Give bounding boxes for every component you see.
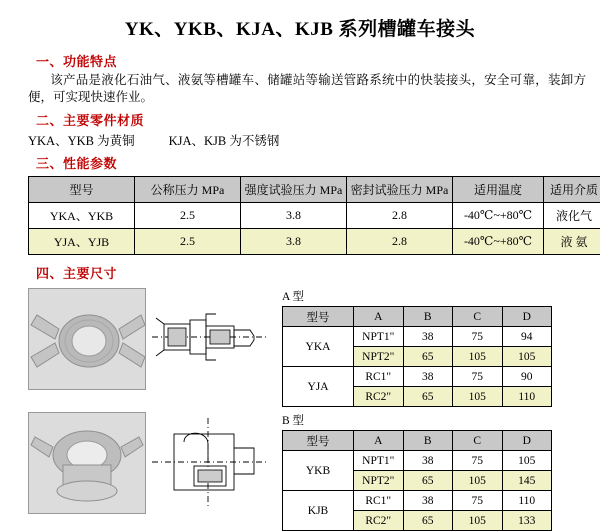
dimension-table-b-label: B 型 <box>282 412 552 428</box>
dimension-row-a <box>14 288 586 407</box>
dimensions-section <box>14 288 586 531</box>
perf-header-strength-pressure: 强度试验压力 MPa <box>241 177 347 203</box>
features-text: 该产品是液化石油气、液氨等槽罐车、储罐站等输送管路系统中的快装接头，安全可靠，装卸方便，可实现快速作业。 <box>28 73 586 104</box>
perf-cell-strength: 3.8 <box>241 203 347 229</box>
dim-b-header-model: 型号 <box>283 431 354 451</box>
section-heading-performance: 三、性能参数 <box>36 153 586 172</box>
dim-b-model-kjb: KJB <box>283 491 354 531</box>
table-row <box>283 491 552 511</box>
dim-a-cell: 75 <box>453 367 503 387</box>
dimension-table-a-label: A 型 <box>282 288 552 304</box>
dim-a-cell: NPT2" <box>354 347 404 367</box>
drawing-a-graphic <box>150 288 268 388</box>
dim-b-header-A: A <box>354 431 404 451</box>
dim-b-cell: 105 <box>453 511 503 531</box>
drawing-b-graphic <box>150 412 268 512</box>
section-heading-features: 一、功能特点 <box>36 51 586 70</box>
dim-b-cell: 75 <box>453 491 503 511</box>
dim-b-cell: 105 <box>453 471 503 491</box>
dim-a-cell: RC2" <box>354 387 404 407</box>
dimension-table-b-wrap <box>282 412 552 531</box>
material-line-b: KJA、KJB 为不锈钢 <box>169 134 280 148</box>
perf-cell-temperature: -40℃~+80℃ <box>453 229 544 255</box>
dim-a-cell: NPT1" <box>354 327 404 347</box>
dim-a-cell: 105 <box>453 347 503 367</box>
table-row <box>283 327 552 347</box>
dim-b-header-D: D <box>502 431 552 451</box>
table-row <box>283 451 552 471</box>
dim-a-header-model: 型号 <box>283 307 354 327</box>
dim-a-cell: 90 <box>502 367 552 387</box>
dim-a-cell: 38 <box>403 327 453 347</box>
page-title: YK、YKB、KJA、KJB 系列槽罐车接头 <box>14 14 586 41</box>
perf-header-seal-pressure: 密封试验压力 MPa <box>347 177 453 203</box>
dim-b-header-C: C <box>453 431 503 451</box>
dim-a-cell: 105 <box>502 347 552 367</box>
perf-header-medium: 适用介质 <box>544 177 600 203</box>
dim-a-model-yka: YKA <box>283 327 354 367</box>
dim-b-cell: 65 <box>403 511 453 531</box>
table-row <box>283 367 552 387</box>
table-row <box>29 203 600 229</box>
photo-a-graphic <box>29 289 145 389</box>
table-header-row <box>283 307 552 327</box>
dim-b-cell: 145 <box>502 471 552 491</box>
perf-cell-model: YJA、YJB <box>29 229 135 255</box>
dim-b-cell: 38 <box>403 451 453 471</box>
features-paragraph <box>28 72 586 106</box>
table-header-row <box>29 177 600 203</box>
perf-header-temperature: 适用温度 <box>453 177 544 203</box>
material-lines <box>28 131 586 149</box>
dim-b-cell: RC2" <box>354 511 404 531</box>
photo-b-graphic <box>29 413 145 513</box>
dimension-table-a <box>282 306 552 407</box>
dim-b-cell: 65 <box>403 471 453 491</box>
dim-b-cell: RC1" <box>354 491 404 511</box>
dim-a-cell: RC1" <box>354 367 404 387</box>
dim-a-model-yja: YJA <box>283 367 354 407</box>
dim-b-cell: 38 <box>403 491 453 511</box>
perf-cell-medium: 液化气 <box>544 203 600 229</box>
dim-a-cell: 94 <box>502 327 552 347</box>
photo-type-a <box>28 288 146 390</box>
perf-cell-model: YKA、YKB <box>29 203 135 229</box>
dim-b-model-ykb: YKB <box>283 451 354 491</box>
dimension-row-b <box>14 412 586 531</box>
table-header-row <box>283 431 552 451</box>
dim-a-cell: 105 <box>453 387 503 407</box>
perf-cell-seal: 2.8 <box>347 203 453 229</box>
dim-b-cell: NPT1" <box>354 451 404 471</box>
dim-b-cell: NPT2" <box>354 471 404 491</box>
perf-header-nominal-pressure: 公称压力 MPa <box>135 177 241 203</box>
perf-cell-nominal: 2.5 <box>135 203 241 229</box>
perf-header-model: 型号 <box>29 177 135 203</box>
perf-cell-medium: 液 氨 <box>544 229 600 255</box>
dim-a-header-D: D <box>502 307 552 327</box>
dimension-table-a-wrap <box>282 288 552 407</box>
perf-cell-nominal: 2.5 <box>135 229 241 255</box>
perf-cell-strength: 3.8 <box>241 229 347 255</box>
perf-cell-seal: 2.8 <box>347 229 453 255</box>
dim-b-cell: 133 <box>502 511 552 531</box>
section-heading-dimensions: 四、主要尺寸 <box>36 263 586 282</box>
dim-a-header-B: B <box>403 307 453 327</box>
dim-b-cell: 75 <box>453 451 503 471</box>
dim-a-cell: 75 <box>453 327 503 347</box>
photo-type-b <box>28 412 146 514</box>
dim-b-cell: 110 <box>502 491 552 511</box>
dim-a-header-A: A <box>354 307 404 327</box>
dim-a-cell: 65 <box>403 387 453 407</box>
dim-a-cell: 110 <box>502 387 552 407</box>
dim-a-cell: 38 <box>403 367 453 387</box>
drawing-type-b <box>150 412 268 512</box>
perf-cell-temperature: -40℃~+80℃ <box>453 203 544 229</box>
dim-b-header-B: B <box>403 431 453 451</box>
dim-b-cell: 105 <box>502 451 552 471</box>
drawing-type-a <box>150 288 268 388</box>
table-row <box>29 229 600 255</box>
material-line-a: YKA、YKB 为黄铜 <box>28 134 135 148</box>
section-heading-material: 二、主要零件材质 <box>36 110 586 129</box>
dim-a-cell: 65 <box>403 347 453 367</box>
performance-table <box>28 176 600 255</box>
dim-a-header-C: C <box>453 307 503 327</box>
